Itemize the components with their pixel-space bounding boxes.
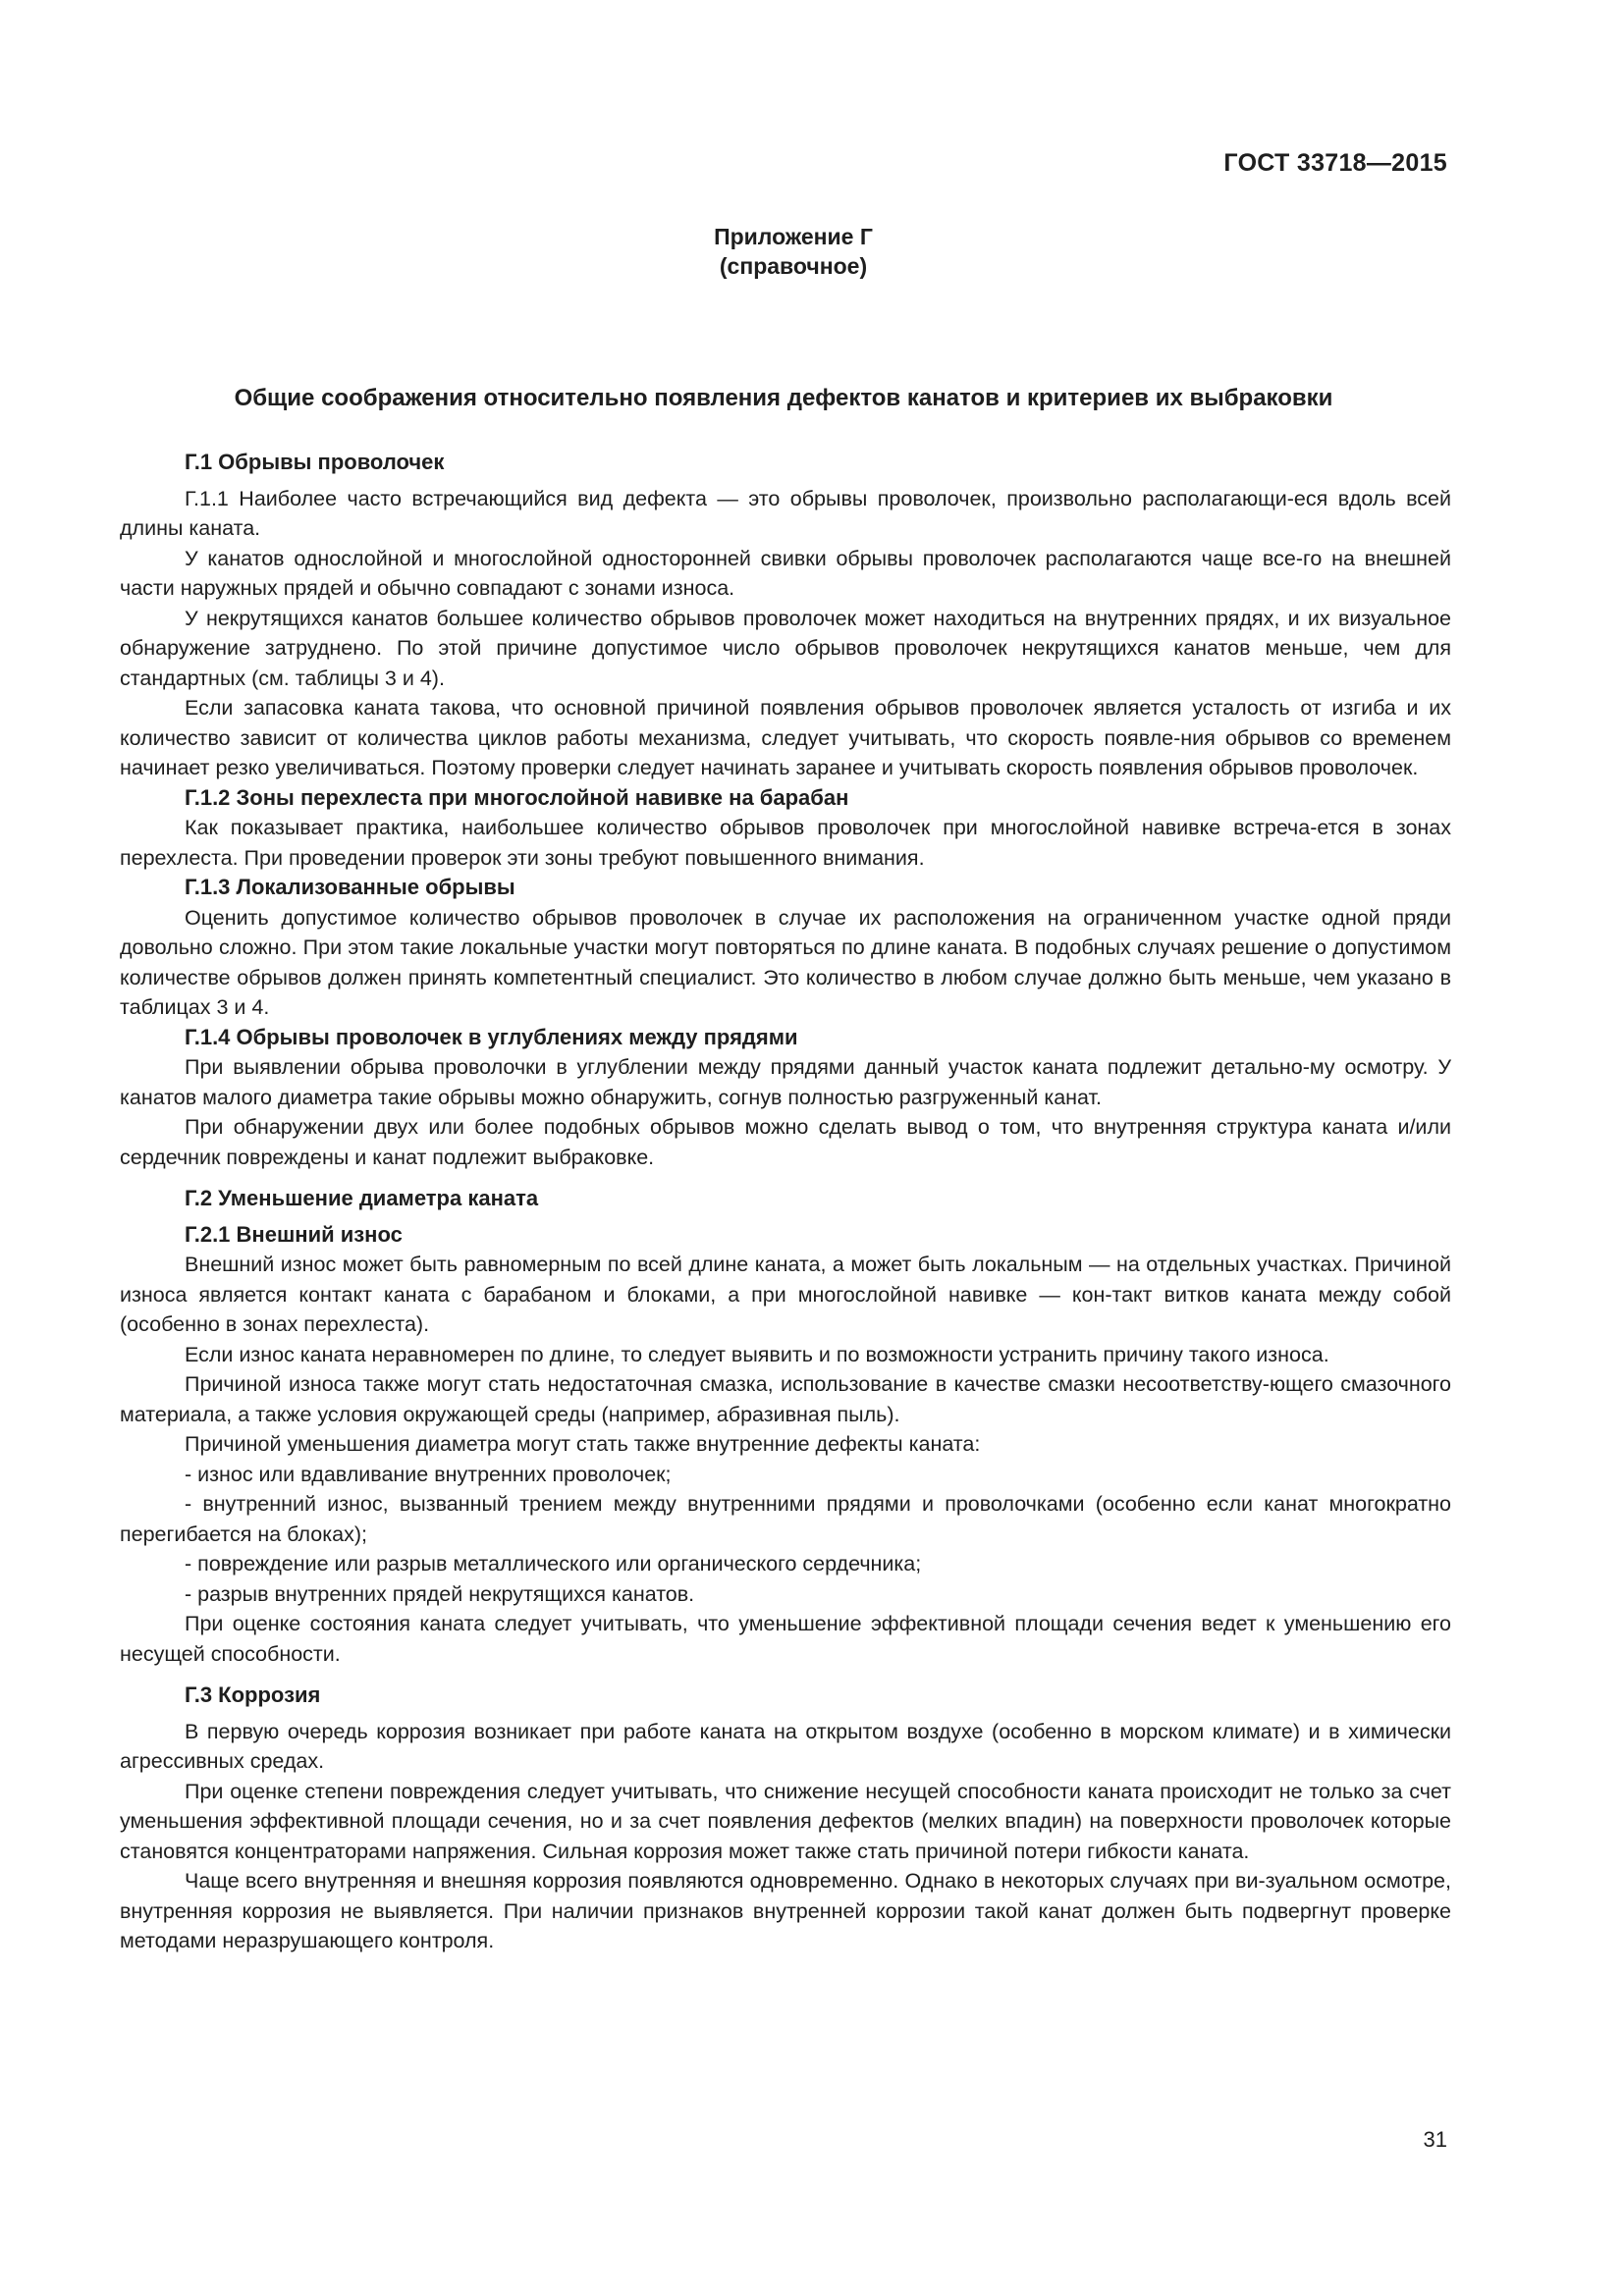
document-body (120, 448, 1451, 1956)
paragraph: У некрутящихся канатов большее количество обрывов проволочек может находиться на внутренних прядях, и их визуальное обнаружение затруднено. По этой причине допустимое число обрывов проволочек некрутящихся канатов меньше, чем для стандартных (см. таблицы 3 и 4). (120, 606, 1451, 690)
list-item: - разрыв внутренних прядей некрутящихся канатов. (185, 1581, 695, 1606)
subsection-heading-g1-3: Г.1.3 Локализованные обрывы (185, 875, 515, 899)
paragraph: Если запасовка каната такова, что основной причиной появления обрывов проволочек является усталость от изгиба и их количество зависит от количества циклов работы механизма, следует учитывать, что скорость появле-ния обрывов со временем начинает резко увеличиваться. Поэтому проверки следует начинать заранее и учитывать скорость появления обрывов проволочек. (120, 696, 1451, 779)
section-heading-g3: Г.3 Коррозия (185, 1682, 321, 1707)
appendix-title: Приложение Г (714, 224, 873, 249)
paragraph: Г.1.1 Наиболее часто встречающийся вид дефекта — это обрывы проволочек, произвольно располагающи-еся вдоль всей длины каната. (120, 486, 1451, 540)
list-item: - внутренний износ, вызванный трением между внутренними прядями и проволочками (особенно если канат многократно перегибается на блоках); (120, 1492, 1451, 1546)
list-item: - износ или вдавливание внутренних проволочек; (185, 1462, 672, 1486)
paragraph: Чаще всего внутренняя и внешняя коррозия появляются одновременно. Однако в некоторых случаях при ви-зуальном осмотре, внутренняя коррозия не выявляется. При наличии признаков внутренней коррозии такой канат должен быть подвергнут проверке методами неразрушающего контроля. (120, 1869, 1451, 1952)
paragraph: При выявлении обрыва проволочки в углублении между прядями данный участок каната подлежит детально-му осмотру. У канатов малого диаметра такие обрывы можно обнаружить, согнув полностью разгруженный канат. (120, 1055, 1451, 1109)
section-heading-g1: Г.1 Обрывы проволочек (185, 450, 445, 474)
list-item: - повреждение или разрыв металлического или органического сердечника; (185, 1552, 922, 1575)
paragraph: Внешний износ может быть равномерным по всей длине каната, а может быть локальным — на отдельных участках. Причиной износа является контакт каната с барабаном и блоками, а при многослойной навивке — кон-такт витков каната между собой (особенно в зонах перехлеста). (120, 1253, 1451, 1336)
paragraph: При обнаружении двух или более подобных обрывов можно сделать вывод о том, что внутренняя структура каната и/или сердечник повреждены и канат подлежит выбраковке. (120, 1115, 1451, 1169)
paragraph: При оценке состояния каната следует учитывать, что уменьшение эффективной площади сечения ведет к уменьшению его несущей способности. (120, 1612, 1451, 1666)
appendix-heading (0, 222, 1587, 281)
section-heading-g2: Г.2 Уменьшение диаметра каната (185, 1186, 539, 1210)
paragraph: В первую очередь коррозия возникает при работе каната на открытом воздухе (особенно в морском климате) и в химически агрессивных средах. (120, 1719, 1451, 1773)
paragraph: Оценить допустимое количество обрывов проволочек в случае их расположения на ограниченном участке одной пряди довольно сложно. При этом такие локальные участки могут повторяться по длине каната. В подобных случаях решение о допустимом количестве обрывов должен принять компетентный специалист. Это количество в любом случае должно быть меньше, чем указано в таблицах 3 и 4. (120, 905, 1451, 1019)
subsection-heading-g2-1: Г.2.1 Внешний износ (185, 1221, 403, 1247)
paragraph: Если износ каната неравномерен по длине, то следует выявить и по возможности устранить причину такого износа. (185, 1342, 1329, 1366)
main-title: Общие соображения относительно появления дефектов канатов и критериев их выбраковки (234, 385, 1333, 411)
paragraph: У канатов однослойной и многослойной односторонней свивки обрывы проволочек располагаются чаще все-го на внешней части наружных прядей и обычно совпадают с зонами износа. (120, 546, 1451, 600)
paragraph: Причиной износа также могут стать недостаточная смазка, использование в качестве смазки несоответству-ющего смазочного материала, а также условия окружающей среды (например, абразивная пыль). (120, 1372, 1451, 1426)
document-id: ГОСТ 33718—2015 (1223, 149, 1447, 177)
page-number: 31 (1423, 2127, 1447, 2152)
paragraph: При оценке степени повреждения следует учитывать, что снижение несущей способности каната происходит не только за счет уменьшения эффективной площади сечения, но и за счет появления дефектов (мелких впадин) на поверхности проволочек которые становятся концентраторами напряжения. Сильная коррозия может также стать причиной потери гибкости каната. (120, 1779, 1451, 1863)
subsection-heading-g1-4: Г.1.4 Обрывы проволочек в углублениях между прядями (185, 1024, 798, 1049)
subsection-heading-g1-2: Г.1.2 Зоны перехлеста при многослойной навивке на барабан (185, 784, 849, 810)
appendix-subtitle: (справочное) (719, 253, 868, 279)
paragraph: Причиной уменьшения диаметра могут стать также внутренние дефекты каната: (185, 1432, 981, 1456)
paragraph: Как показывает практика, наибольшее количество обрывов проволочек при многослойной навивке встреча-ется в зонах перехлеста. При проведении проверок эти зоны требуют повышенного внимания. (120, 816, 1451, 870)
